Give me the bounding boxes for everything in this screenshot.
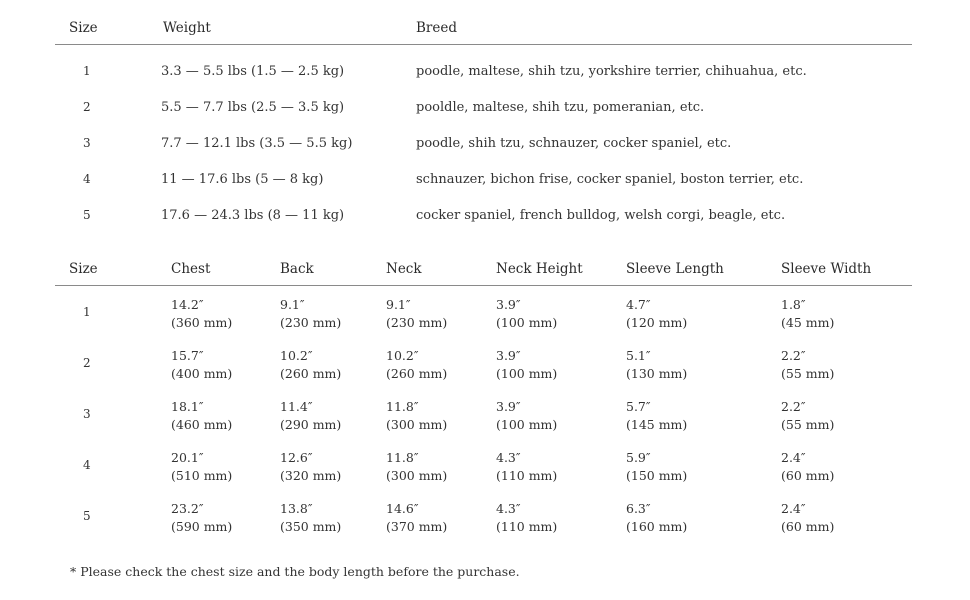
breed-cell: pooldle, maltese, shih tzu, pomeranian, etc. xyxy=(416,100,705,115)
neck-cell xyxy=(386,398,447,434)
neck-height-cell xyxy=(496,398,557,434)
size-cell: 1 xyxy=(83,305,91,319)
size-cell: 3 xyxy=(83,407,91,421)
mm-value: (55 mm) xyxy=(781,366,835,381)
inch-value: 3.9″ xyxy=(496,297,521,312)
header-neck: Neck xyxy=(386,261,422,277)
sleeve-width-cell xyxy=(781,500,834,536)
neck-cell xyxy=(386,449,447,485)
inch-value: 11.8″ xyxy=(386,450,419,465)
header-divider xyxy=(55,44,912,45)
inch-value: 5.7″ xyxy=(626,399,651,414)
sleeve-length-cell xyxy=(626,500,687,536)
sleeve-length-cell xyxy=(626,347,687,383)
neck-cell xyxy=(386,347,447,383)
header-size: Size xyxy=(69,20,98,36)
neck-height-cell xyxy=(496,347,557,383)
header-chest: Chest xyxy=(171,261,211,277)
mm-value: (100 mm) xyxy=(496,366,558,381)
weight-cell: 11 — 17.6 lbs (5 — 8 kg) xyxy=(161,172,324,187)
mm-value: (320 mm) xyxy=(280,468,342,483)
chest-cell xyxy=(171,296,232,332)
inch-value: 11.8″ xyxy=(386,399,419,414)
mm-value: (290 mm) xyxy=(280,417,342,432)
header-sleeve-width: Sleeve Width xyxy=(781,261,872,277)
mm-value: (230 mm) xyxy=(280,315,342,330)
mm-value: (110 mm) xyxy=(496,468,558,483)
header-breed: Breed xyxy=(416,20,457,36)
neck-height-cell xyxy=(496,449,557,485)
chest-cell xyxy=(171,398,232,434)
size-cell: 3 xyxy=(83,136,91,150)
sleeve-length-cell xyxy=(626,449,687,485)
mm-value: (60 mm) xyxy=(781,468,835,483)
mm-value: (510 mm) xyxy=(171,468,233,483)
chest-cell xyxy=(171,449,232,485)
header-neck-height: Neck Height xyxy=(496,261,583,277)
header-divider xyxy=(55,285,912,286)
neck-height-cell xyxy=(496,296,557,332)
back-cell xyxy=(280,347,341,383)
size-cell: 4 xyxy=(83,172,91,186)
inch-value: 14.2″ xyxy=(171,297,204,312)
inch-value: 15.7″ xyxy=(171,348,204,363)
mm-value: (370 mm) xyxy=(386,519,448,534)
mm-value: (130 mm) xyxy=(626,366,688,381)
inch-value: 13.8″ xyxy=(280,501,313,516)
inch-value: 3.9″ xyxy=(496,399,521,414)
chest-cell xyxy=(171,347,232,383)
size-cell: 5 xyxy=(83,208,91,222)
inch-value: 2.4″ xyxy=(781,450,806,465)
inch-value: 4.3″ xyxy=(496,501,521,516)
inch-value: 20.1″ xyxy=(171,450,204,465)
inch-value: 2.2″ xyxy=(781,348,806,363)
weight-cell: 7.7 — 12.1 lbs (3.5 — 5.5 kg) xyxy=(161,136,353,151)
header-weight: Weight xyxy=(163,20,211,36)
back-cell xyxy=(280,398,341,434)
mm-value: (230 mm) xyxy=(386,315,448,330)
mm-value: (350 mm) xyxy=(280,519,342,534)
mm-value: (260 mm) xyxy=(386,366,448,381)
breed-cell: poodle, shih tzu, schnauzer, cocker spaniel, etc. xyxy=(416,136,732,151)
mm-value: (110 mm) xyxy=(496,519,558,534)
breed-cell: schnauzer, bichon frise, cocker spaniel, boston terrier, etc. xyxy=(416,172,804,187)
footnote: * Please check the chest size and the body length before the purchase. xyxy=(70,564,520,579)
sleeve-length-cell xyxy=(626,296,687,332)
mm-value: (45 mm) xyxy=(781,315,835,330)
inch-value: 14.6″ xyxy=(386,501,419,516)
header-sleeve-length: Sleeve Length xyxy=(626,261,724,277)
size-cell: 1 xyxy=(83,64,91,78)
inch-value: 1.8″ xyxy=(781,297,806,312)
mm-value: (100 mm) xyxy=(496,417,558,432)
inch-value: 12.6″ xyxy=(280,450,313,465)
sleeve-width-cell xyxy=(781,398,834,434)
mm-value: (260 mm) xyxy=(280,366,342,381)
back-cell xyxy=(280,296,341,332)
mm-value: (55 mm) xyxy=(781,417,835,432)
inch-value: 23.2″ xyxy=(171,501,204,516)
weight-cell: 5.5 — 7.7 lbs (2.5 — 3.5 kg) xyxy=(161,100,345,115)
sleeve-width-cell xyxy=(781,296,834,332)
inch-value: 9.1″ xyxy=(280,297,305,312)
mm-value: (160 mm) xyxy=(626,519,688,534)
weight-cell: 17.6 — 24.3 lbs (8 — 11 kg) xyxy=(161,208,345,223)
inch-value: 4.3″ xyxy=(496,450,521,465)
inch-value: 5.1″ xyxy=(626,348,651,363)
size-cell: 4 xyxy=(83,458,91,472)
inch-value: 2.2″ xyxy=(781,399,806,414)
sleeve-width-cell xyxy=(781,449,834,485)
back-cell xyxy=(280,449,341,485)
mm-value: (460 mm) xyxy=(171,417,233,432)
mm-value: (300 mm) xyxy=(386,468,448,483)
neck-cell xyxy=(386,296,447,332)
mm-value: (590 mm) xyxy=(171,519,233,534)
size-cell: 2 xyxy=(83,356,91,370)
breed-cell: cocker spaniel, french bulldog, welsh corgi, beagle, etc. xyxy=(416,208,786,223)
neck-cell xyxy=(386,500,447,536)
inch-value: 5.9″ xyxy=(626,450,651,465)
neck-height-cell xyxy=(496,500,557,536)
inch-value: 9.1″ xyxy=(386,297,411,312)
inch-value: 11.4″ xyxy=(280,399,313,414)
sleeve-length-cell xyxy=(626,398,687,434)
weight-breed-header xyxy=(0,20,970,40)
header-size: Size xyxy=(69,261,98,277)
inch-value: 4.7″ xyxy=(626,297,651,312)
inch-value: 10.2″ xyxy=(280,348,313,363)
mm-value: (360 mm) xyxy=(171,315,233,330)
mm-value: (150 mm) xyxy=(626,468,688,483)
mm-value: (400 mm) xyxy=(171,366,233,381)
mm-value: (145 mm) xyxy=(626,417,688,432)
sleeve-width-cell xyxy=(781,347,834,383)
inch-value: 6.3″ xyxy=(626,501,651,516)
chest-cell xyxy=(171,500,232,536)
inch-value: 18.1″ xyxy=(171,399,204,414)
breed-cell: poodle, maltese, shih tzu, yorkshire terrier, chihuahua, etc. xyxy=(416,64,807,79)
size-cell: 2 xyxy=(83,100,91,114)
inch-value: 10.2″ xyxy=(386,348,419,363)
header-back: Back xyxy=(280,261,314,277)
mm-value: (120 mm) xyxy=(626,315,688,330)
weight-cell: 3.3 — 5.5 lbs (1.5 — 2.5 kg) xyxy=(161,64,345,79)
size-cell: 5 xyxy=(83,509,91,523)
mm-value: (300 mm) xyxy=(386,417,448,432)
back-cell xyxy=(280,500,341,536)
inch-value: 3.9″ xyxy=(496,348,521,363)
mm-value: (100 mm) xyxy=(496,315,558,330)
inch-value: 2.4″ xyxy=(781,501,806,516)
measurements-header xyxy=(0,261,970,281)
mm-value: (60 mm) xyxy=(781,519,835,534)
